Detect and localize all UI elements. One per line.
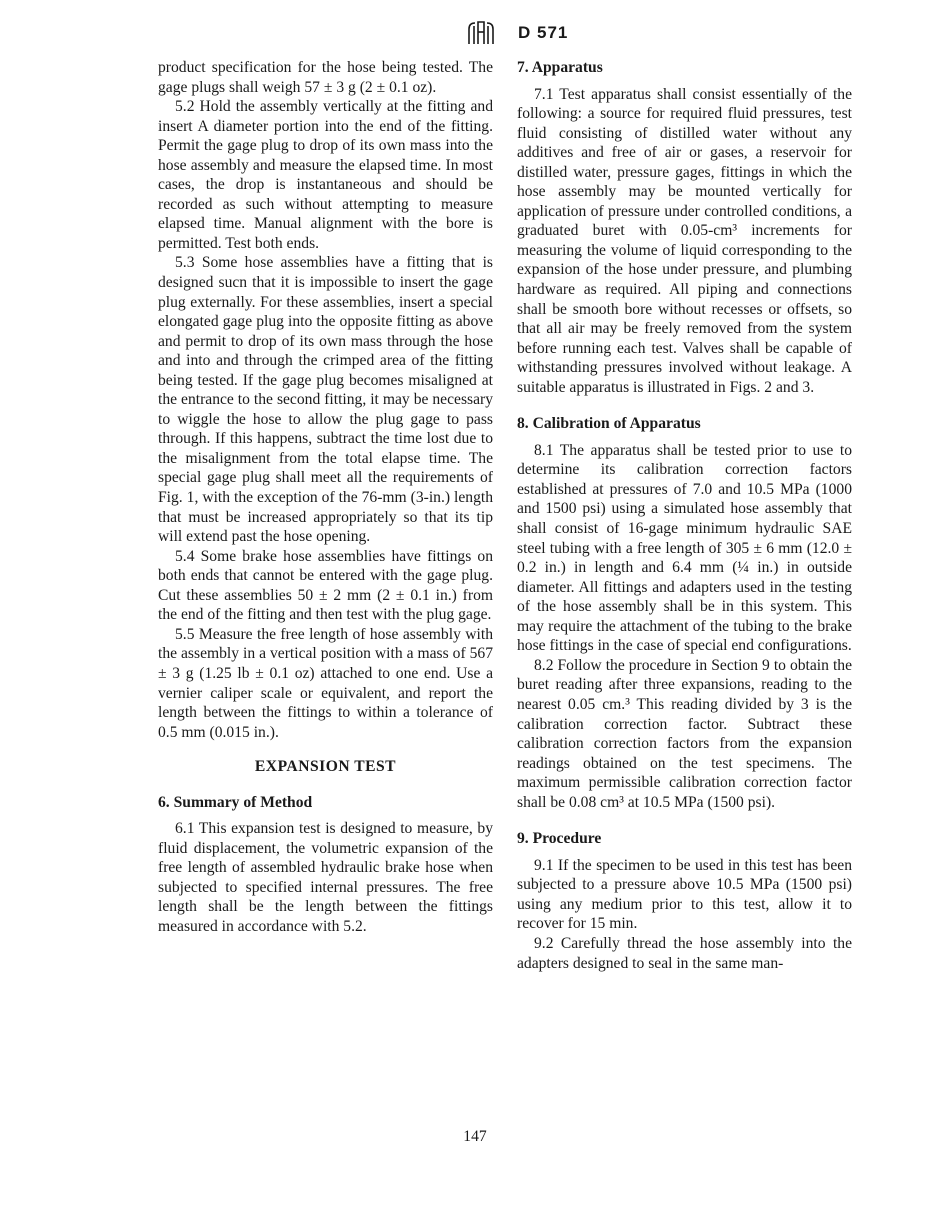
paragraph-5-5: 5.5 Measure the free length of hose assembly with the assembly in a vertical position with a mass of 567 ± 3 g (1.25 lb ± 0.1 oz) attached to one end. Use a vernier caliper scale or equivalent, and report the length between the fittings to within a tolerance of 0.5 mm (0.015 in.). [158,625,493,741]
expansion-test-heading: EXPANSION TEST [254,758,397,776]
paragraph-9-1: 9.1 If the specimen to be used in this test has been subjected to a pressure above 10.5 MPa (1500 psi) using any medium prior to this test, allow it to recover for 15 min. [517,856,852,933]
paragraph-8-2: 8.2 Follow the procedure in Section 9 to obtain the buret reading after three expansions, reading to the nearest 0.05 cm.³ This reading divided by 3 is the calibration correction factor. Subtract these calibration correction factors from the expansion readings obtained on the test specimens. The maximum permissible calibration correction factor shall be 0.08 cm³ at 10.5 MPa (1500 psi). [517,656,852,811]
astm-logo [466,20,496,46]
paragraph-7-1: 7.1 Test apparatus shall consist essentially of the following: a source for required fluid pressures, test fluid consisting of distilled water without any additives and free of air or gases, a reservoir for distilled water, pressure gages, fittings in which the hose assembly may be mounted vertically for application of pressure under controlled conditions, a graduated buret with 0.05-cm³ increments for measuring the volume of liquid corresponding to the expansion of the hose under pressure, and plumbing hardware as required. All piping and connections shall be smooth bore without recesses or offsets, so that all air may be freely removed from the system before running each test. Valves shall be capable of withstanding pressures involved without leakage. A suitable apparatus is illustrated in Figs. 2 and 3. [517,85,852,396]
section-6-heading: 6. Summary of Method [158,793,313,811]
section-9-heading: 9. Procedure [517,830,602,848]
page-number: 147 [463,1128,487,1145]
astm-logo-mark [466,20,496,46]
paragraph-8-1: 8.1 The apparatus shall be tested prior to use to determine its calibration correction factors established at pressures of 7.0 and 10.5 MPa (1000 and 1500 psi) using a simulated hose assembly that shall consist of 16-gage minimum hydraulic SAE steel tubing with a free length of 305 ± 6 mm (12.0 ± 0.2 in.) in length and 6.4 mm (¼ in.) in outside diameter. All fittings and adapters used in the testing of the hose assembly shall be in this system. This may require the attachment of the tubing to the brake hose fittings in the case of special end configurations. [517,441,852,655]
right-column [517,58,852,973]
section-8-heading: 8. Calibration of Apparatus [517,415,701,433]
paragraph-6-1: 6.1 This expansion test is designed to measure, by fluid displacement, the volumetric expansion of the free length of assembled hydraulic brake hose when subjected to specified internal pressures. The free length shall be the length between the fittings measured in accordance with 5.2. [158,820,493,935]
section-7-heading: 7. Apparatus [517,59,603,76]
paragraph-5-1-continued: product specification for the hose being tested. The gage plugs shall weigh 57 ± 3 g (2 ± 0.1 oz). [158,59,493,96]
section-gap [517,397,852,414]
paragraph-5-4: 5.4 Some brake hose assemblies have fittings on both ends that cannot be entered with the gage plug. Cut these assemblies 50 ± 2 mm (2 ± 0.1 in.) from the end of the fitting and then test with the plug gage. [158,547,493,624]
paragraph-5-2: 5.2 Hold the assembly vertically at the fitting and insert A diameter portion into the end of the fitting. Permit the gage plug to drop of its own mass into the hose assembly and measure the elapsed time. In most cases, the drop is instantaneous and should be recorded as such without attempting to measure elapsed time. Manual alignment with the bore is permitted. Test both ends. [158,98,493,252]
document-number: D 571 [518,23,569,42]
paragraph-9-2: 9.2 Carefully thread the hose assembly into the adapters designed to seal in the same man- [517,934,852,972]
section-gap [517,812,852,829]
paragraph-5-3: 5.3 Some hose assemblies have a fitting that is designed sucn that it is impossible to insert the gage plug externally. For these assemblies, insert a special elongated gage plug into the opposite fitting as above and permit to drop of its own mass through the hose and into and through the crimped area of the fitting being tested. If the gage plug becomes misaligned at the entrance to the second fitting, it may be necessary to wiggle the hose to allow the plug gage to pass through. If this happens, subtract the time lost due to the misalignment from the total elapse time. The special gage plug shall meet all the requirements of Fig. 1, with the exception of the 76-mm (3-in.) length that must be increased appropriately so that its tip will extend past the hose opening. [158,254,493,546]
left-column [158,58,493,937]
page-header [0,18,950,48]
